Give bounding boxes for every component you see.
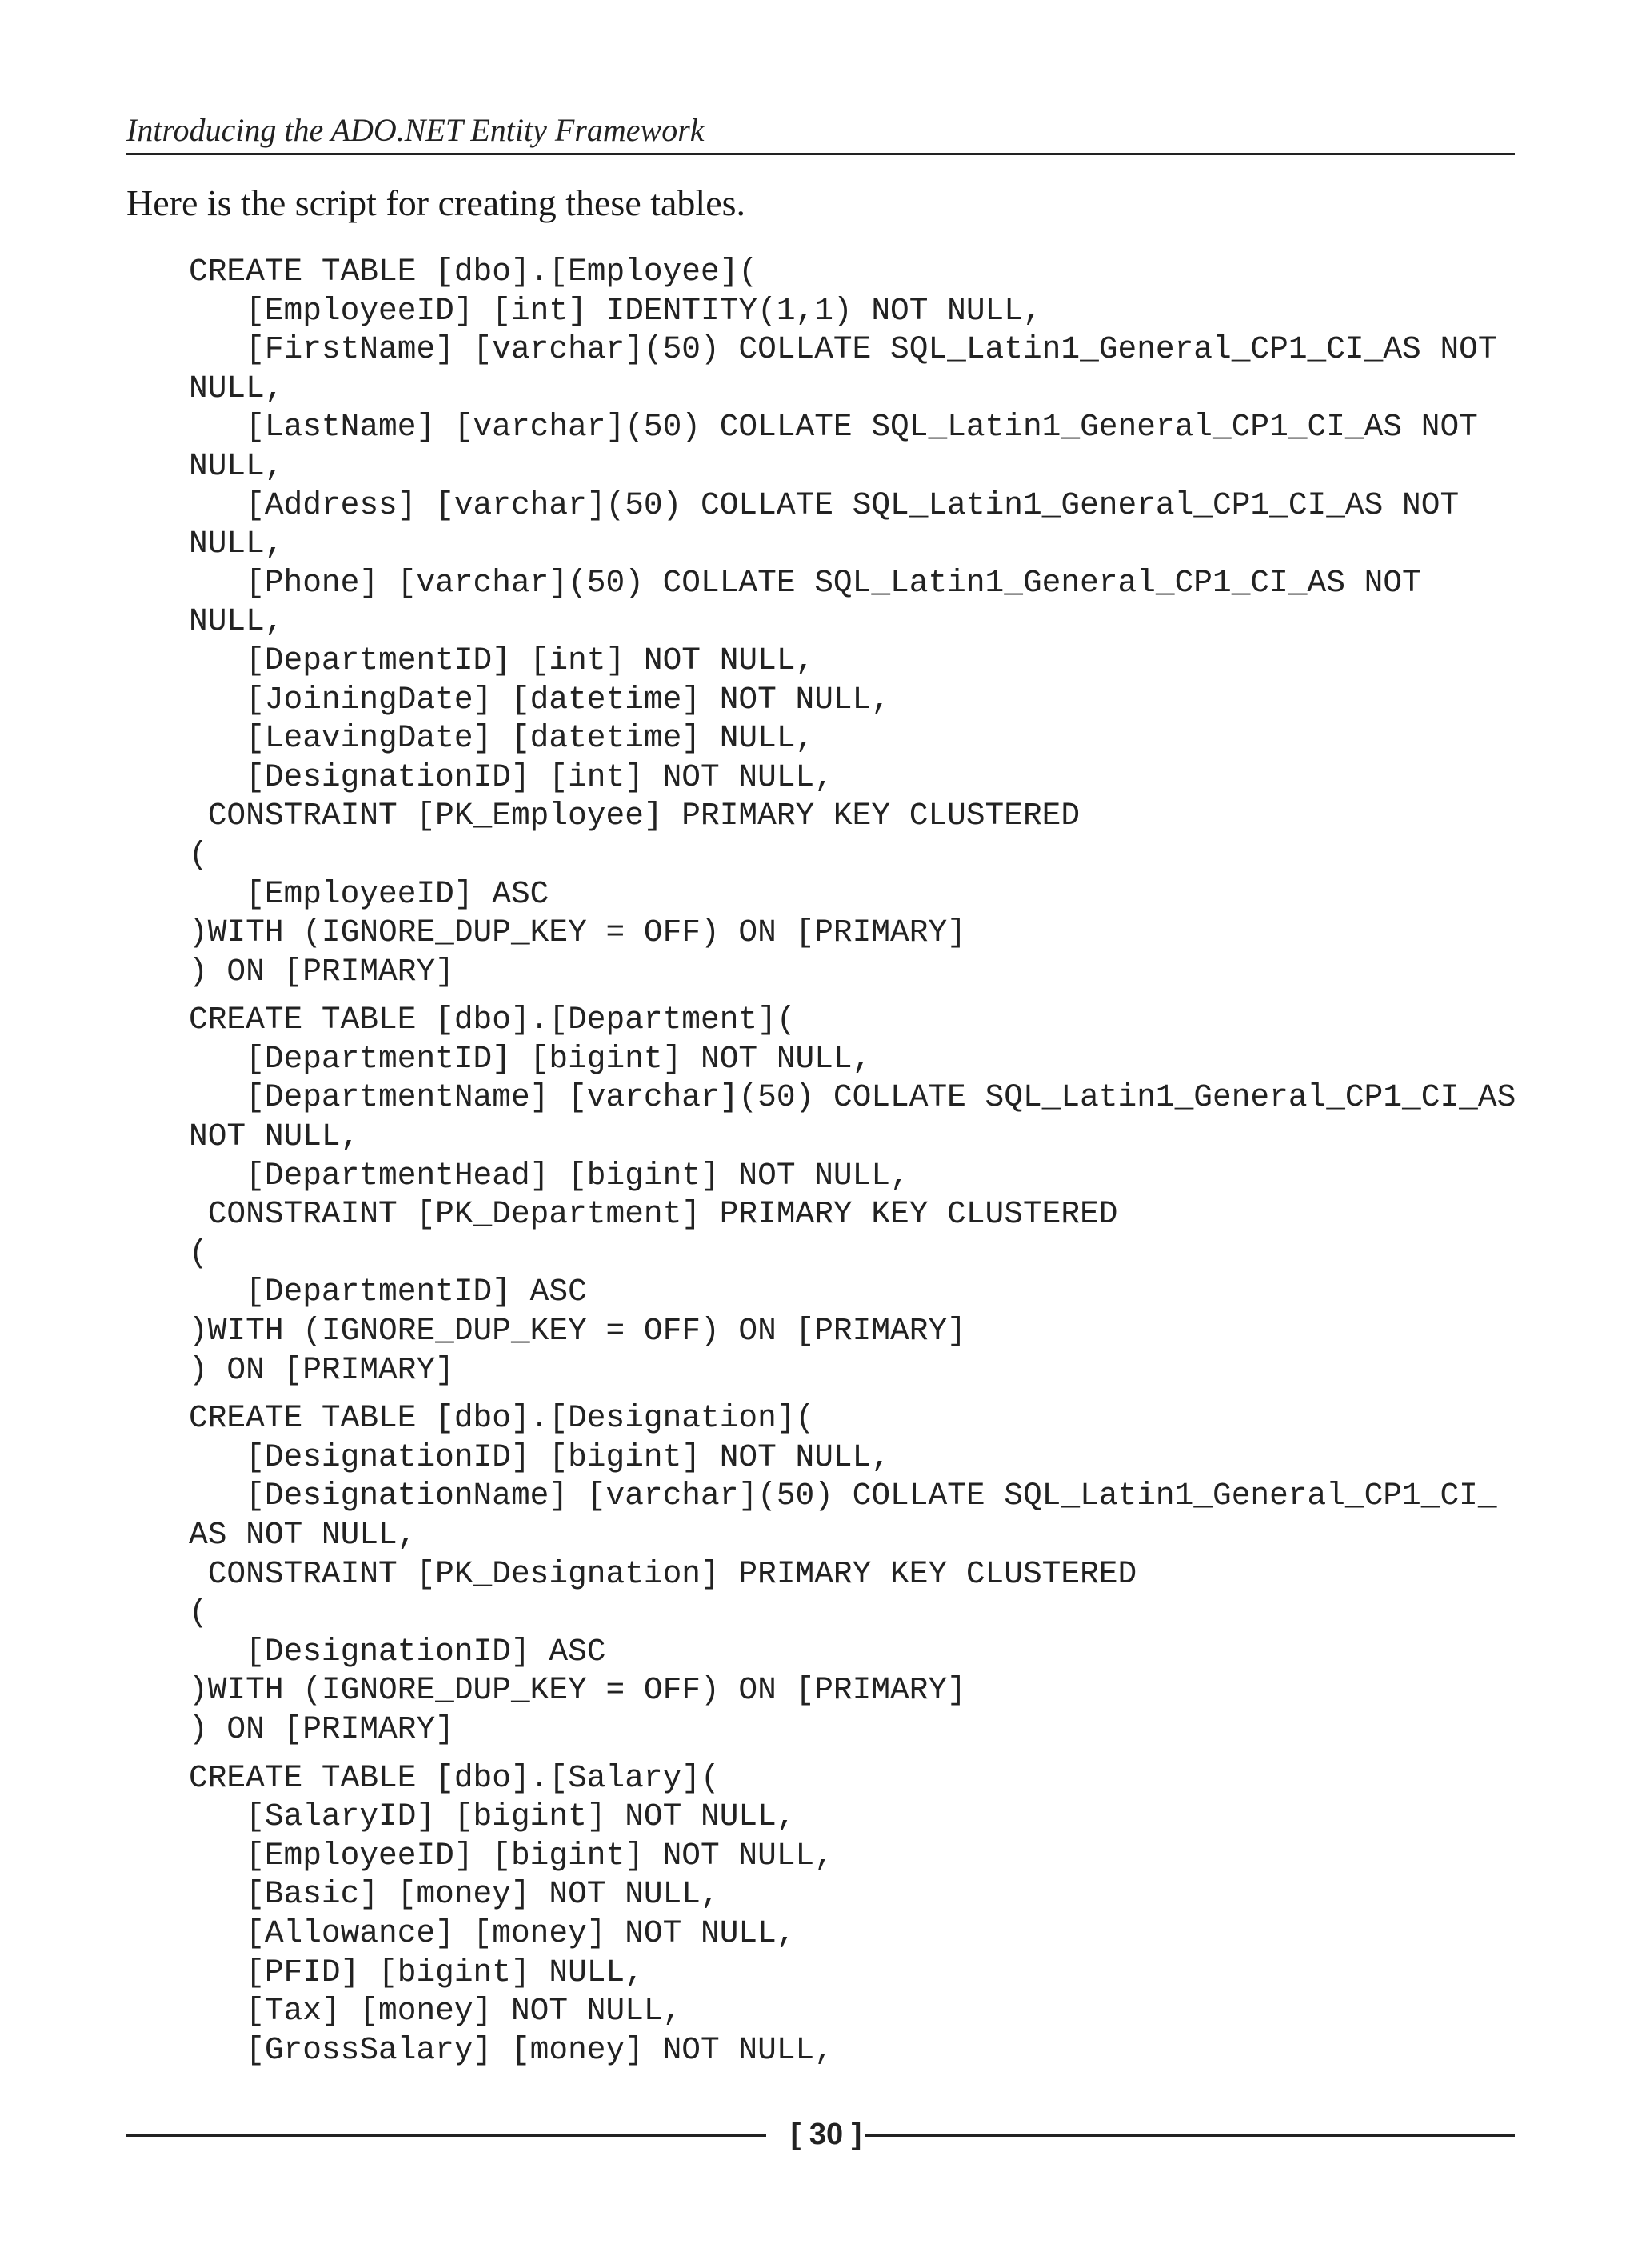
code-line: [Address] [varchar](50) COLLATE SQL_Latin1_General_CP1_CI_AS NOT xyxy=(189,486,1460,523)
code-line: CONSTRAINT [PK_Designation] PRIMARY KEY CLUSTERED xyxy=(189,1555,1137,1592)
code-line: [Basic] [money] NOT NULL, xyxy=(189,1876,720,1913)
code-line: CREATE TABLE [dbo].[Salary]( xyxy=(189,1759,720,1796)
code-line: CREATE TABLE [dbo].[Department]( xyxy=(189,1002,796,1038)
code-line: NULL, xyxy=(189,603,284,640)
code-line: )WITH (IGNORE_DUP_KEY = OFF) ON [PRIMARY] xyxy=(189,914,966,951)
code-line: ( xyxy=(189,1234,208,1271)
code-line: NULL, xyxy=(189,370,284,406)
code-block xyxy=(189,1759,1516,2070)
code-line: ) ON [PRIMARY] xyxy=(189,1710,454,1747)
code-line: [Allowance] [money] NOT NULL, xyxy=(189,1914,796,1951)
code-line: CONSTRAINT [PK_Employee] PRIMARY KEY CLUSTERED xyxy=(189,798,1081,834)
code-line: ( xyxy=(189,836,208,873)
code-line: [DesignationName] [varchar](50) COLLATE SQL_Latin1_General_CP1_CI_ xyxy=(189,1478,1497,1514)
code-line: [Tax] [money] NOT NULL, xyxy=(189,1993,682,2030)
code-block xyxy=(189,1001,1516,1390)
code-line: [EmployeeID] ASC xyxy=(189,875,549,912)
code-line: [DesignationID] [int] NOT NULL, xyxy=(189,758,833,795)
code-line: ) ON [PRIMARY] xyxy=(189,1351,454,1388)
code-line: [LastName] [varchar](50) COLLATE SQL_Latin1_General_CP1_CI_AS NOT xyxy=(189,409,1478,446)
code-line: [DesignationID] [bigint] NOT NULL, xyxy=(189,1438,891,1475)
code-line: [DesignationID] ASC xyxy=(189,1633,606,1670)
code-line: [PFID] [bigint] NULL, xyxy=(189,1954,644,1990)
running-header-title: Introducing the ADO.NET Entity Framework xyxy=(126,112,705,148)
code-line: [EmployeeID] [bigint] NOT NULL, xyxy=(189,1837,833,1874)
code-line: CREATE TABLE [dbo].[Employee]( xyxy=(189,254,758,290)
code-line: [DepartmentID] ASC xyxy=(189,1274,587,1310)
footer-rule-left xyxy=(126,2134,766,2137)
code-line: )WITH (IGNORE_DUP_KEY = OFF) ON [PRIMARY] xyxy=(189,1313,966,1350)
code-line: [FirstName] [varchar](50) COLLATE SQL_Latin1_General_CP1_CI_AS NOT xyxy=(189,331,1497,368)
code-line: [DepartmentID] [bigint] NOT NULL, xyxy=(189,1040,872,1077)
footer-rule-right xyxy=(865,2134,1515,2137)
code-line: AS NOT NULL, xyxy=(189,1517,417,1553)
code-line: [EmployeeID] [int] IDENTITY(1,1) NOT NULL, xyxy=(189,292,1042,329)
code-line: NULL, xyxy=(189,526,284,562)
code-block xyxy=(189,1399,1516,1749)
code-line: [LeavingDate] [datetime] NULL, xyxy=(189,720,815,757)
code-line: [GrossSalary] [money] NOT NULL, xyxy=(189,2031,833,2068)
code-line: [Phone] [varchar](50) COLLATE SQL_Latin1_General_CP1_CI_AS NOT xyxy=(189,564,1421,601)
code-line: ( xyxy=(189,1594,208,1631)
code-line: CREATE TABLE [dbo].[Designation]( xyxy=(189,1400,815,1437)
code-block xyxy=(189,253,1516,991)
running-header xyxy=(126,108,1515,155)
code-line: [JoiningDate] [datetime] NOT NULL, xyxy=(189,681,891,718)
page-number: [ 30 ] xyxy=(790,2118,862,2151)
code-line: CONSTRAINT [PK_Department] PRIMARY KEY CLUSTERED xyxy=(189,1196,1118,1233)
intro-paragraph: Here is the script for creating these tables. xyxy=(126,182,746,223)
page-footer xyxy=(126,2112,1515,2157)
code-line: [DepartmentName] [varchar](50) COLLATE SQL_Latin1_General_CP1_CI_AS xyxy=(189,1079,1516,1116)
code-line: [DepartmentHead] [bigint] NOT NULL, xyxy=(189,1157,909,1194)
code-line: )WITH (IGNORE_DUP_KEY = OFF) ON [PRIMARY] xyxy=(189,1672,966,1709)
code-line: ) ON [PRIMARY] xyxy=(189,953,454,990)
code-line: NOT NULL, xyxy=(189,1118,360,1155)
sql-code-listing xyxy=(189,253,1516,2079)
code-line: NULL, xyxy=(189,447,284,484)
code-line: [SalaryID] [bigint] NOT NULL, xyxy=(189,1798,796,1835)
code-line: [DepartmentID] [int] NOT NULL, xyxy=(189,642,815,678)
